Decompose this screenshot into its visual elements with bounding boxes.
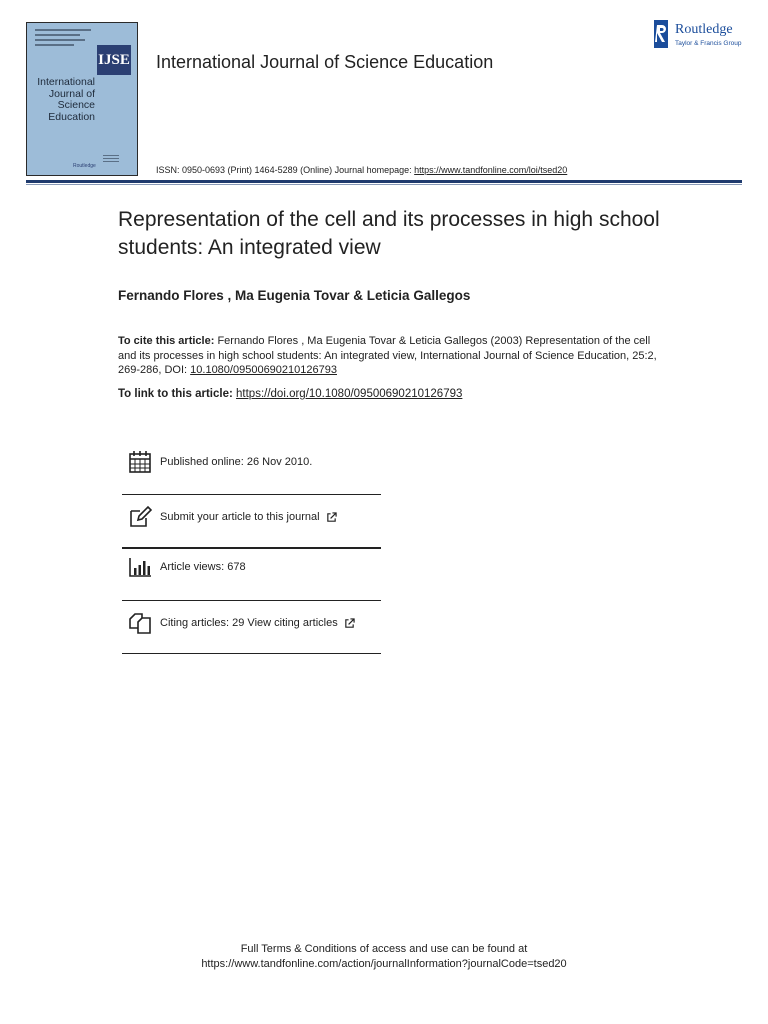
publisher-name: Routledge	[675, 22, 733, 37]
external-link-icon	[326, 512, 337, 523]
cover-title: International Journal of Science Education	[37, 76, 95, 123]
views-row	[122, 547, 381, 587]
link-label: To link to this article:	[118, 388, 233, 400]
article-views: Article views: 678	[160, 561, 246, 573]
citing-articles-icon	[127, 610, 153, 636]
header-rule-thin	[26, 184, 742, 185]
footer-terms-link[interactable]: https://www.tandfonline.com/action/journalInformation?journalCode=tsed20	[201, 958, 567, 970]
header-rule	[26, 180, 742, 183]
panel-divider	[122, 600, 381, 601]
submit-article-link[interactable]: Submit your article to this journal	[160, 511, 320, 523]
footer-terms-text: Full Terms & Conditions of access and use can be found at	[240, 943, 528, 955]
routledge-logo-icon	[654, 20, 668, 48]
citing-articles-link[interactable]: Citing articles: 29 View citing articles	[160, 617, 338, 629]
issn-line	[156, 165, 567, 175]
doi-link[interactable]: 10.1080/09500690210126793	[190, 364, 337, 376]
calendar-icon	[127, 449, 153, 475]
article-link-line	[118, 388, 462, 400]
journal-title: International Journal of Science Education	[156, 52, 494, 72]
citation-block	[118, 334, 658, 378]
panel-divider	[122, 494, 381, 495]
cite-text: Fernando Flores , Ma Eugenia Tovar & Leticia Gallegos (2003) Representation of the cell and its processes in high school students: An integrated view, International Journal of Science Education, 25:2, 269-286, DOI:	[118, 335, 657, 376]
article-title: Representation of the cell and its processes in high school students: An integrated view	[118, 208, 660, 259]
citing-row[interactable]	[122, 603, 381, 643]
journal-homepage-link[interactable]: https://www.tandfonline.com/loi/tsed20	[414, 165, 568, 175]
submit-row[interactable]	[122, 497, 381, 537]
bar-chart-icon	[127, 554, 153, 580]
external-link-icon	[344, 618, 355, 629]
published-text: Published online: 26 Nov 2010.	[160, 456, 313, 468]
issn-text: ISSN: 0950-0693 (Print) 1464-5289 (Online) Journal homepage:	[156, 165, 412, 175]
cover-decoration	[35, 29, 91, 49]
footer	[0, 942, 768, 972]
cover-publisher-mark: Routledge	[73, 163, 96, 169]
article-authors: Fernando Flores , Ma Eugenia Tovar & Leticia Gallegos	[118, 288, 471, 303]
publisher-sub: Taylor & Francis Group	[675, 40, 742, 47]
published-row	[122, 442, 381, 482]
cite-label: To cite this article:	[118, 335, 215, 347]
cover-foot-decoration	[103, 155, 119, 164]
cover-badge: IJSE	[97, 45, 131, 75]
journal-cover	[26, 22, 138, 176]
edit-icon	[127, 504, 153, 530]
panel-divider	[122, 653, 381, 654]
article-doi-url[interactable]: https://doi.org/10.1080/09500690210126793	[236, 388, 463, 400]
